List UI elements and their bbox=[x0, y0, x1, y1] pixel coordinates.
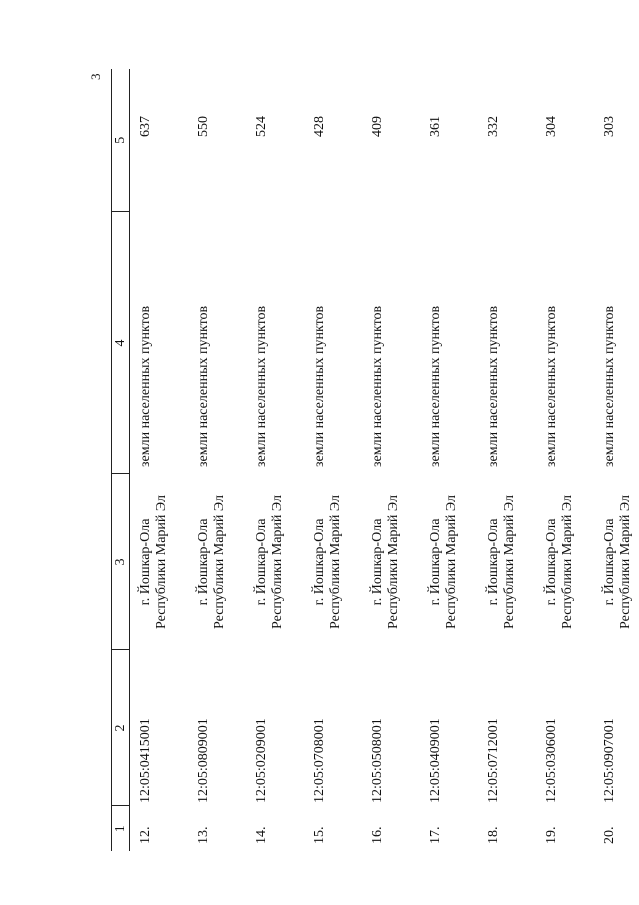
location-region: Республики Марий Эл bbox=[154, 495, 169, 629]
row-number: 12. bbox=[138, 826, 153, 844]
area-value: 303 bbox=[602, 116, 617, 137]
location-city: г. Йошкар-Ола bbox=[254, 518, 269, 606]
location-city: г. Йошкар-Ола bbox=[602, 518, 617, 606]
column-header-1: 1 bbox=[112, 806, 130, 851]
page-number: 3 bbox=[88, 73, 103, 80]
area-value: 304 bbox=[544, 116, 559, 137]
location-region: Республики Марий Эл bbox=[212, 495, 227, 629]
cadastral-number: 12:05:0809001 bbox=[196, 718, 211, 803]
header-row bbox=[112, 69, 130, 851]
row-number: 16. bbox=[370, 826, 385, 844]
location-cell bbox=[246, 474, 304, 650]
land-category: земли населенных пунктов bbox=[370, 305, 385, 467]
table-row bbox=[536, 69, 594, 851]
location-region: Республики Марий Эл bbox=[270, 495, 285, 629]
location-region: Республики Марий Эл bbox=[386, 495, 401, 629]
column-header-5: 5 bbox=[112, 69, 130, 212]
location-city: г. Йошкар-Ола bbox=[428, 518, 443, 606]
row-number: 13. bbox=[196, 826, 211, 844]
land-category: земли населенных пунктов bbox=[254, 305, 269, 467]
area-value: 428 bbox=[312, 116, 327, 137]
table-row bbox=[130, 69, 189, 851]
table-row bbox=[420, 69, 478, 851]
row-number: 18. bbox=[486, 826, 501, 844]
cadastral-number: 12:05:0415001 bbox=[138, 718, 153, 803]
row-number: 19. bbox=[544, 826, 559, 844]
area-value: 409 bbox=[370, 116, 385, 137]
location-cell bbox=[362, 474, 420, 650]
land-category: земли населенных пунктов bbox=[602, 305, 617, 467]
location-cell bbox=[478, 474, 536, 650]
location-cell bbox=[420, 474, 478, 650]
row-number: 17. bbox=[428, 826, 443, 844]
land-category: земли населенных пунктов bbox=[138, 305, 153, 467]
table-row bbox=[362, 69, 420, 851]
row-number: 14. bbox=[254, 826, 269, 844]
table-row bbox=[478, 69, 536, 851]
location-city: г. Йошкар-Ола bbox=[196, 518, 211, 606]
table-row bbox=[304, 69, 362, 851]
column-header-3: 3 bbox=[112, 474, 130, 650]
location-city: г. Йошкар-Ола bbox=[138, 518, 153, 606]
area-value: 524 bbox=[254, 116, 269, 137]
land-plots-table bbox=[111, 69, 639, 851]
land-category: земли населенных пунктов bbox=[428, 305, 443, 467]
table-header bbox=[112, 69, 130, 851]
location-cell bbox=[304, 474, 362, 650]
land-category: земли населенных пунктов bbox=[196, 305, 211, 467]
location-cell bbox=[594, 474, 639, 650]
location-region: Республики Марий Эл bbox=[618, 495, 633, 629]
table-row bbox=[594, 69, 639, 851]
location-region: Республики Марий Эл bbox=[502, 495, 517, 629]
table-row bbox=[188, 69, 246, 851]
cadastral-number: 12:05:0409001 bbox=[428, 718, 443, 803]
cadastral-number: 12:05:0508001 bbox=[370, 718, 385, 803]
table-body bbox=[130, 69, 639, 851]
cadastral-number: 12:05:0712001 bbox=[486, 718, 501, 803]
land-category: земли населенных пунктов bbox=[544, 305, 559, 467]
location-region: Республики Марий Эл bbox=[328, 495, 343, 629]
land-category: земли населенных пунктов bbox=[312, 305, 327, 467]
row-number: 15. bbox=[312, 826, 327, 844]
location-city: г. Йошкар-Ола bbox=[370, 518, 385, 606]
column-header-4: 4 bbox=[112, 212, 130, 474]
location-cell bbox=[130, 474, 189, 650]
rotated-table-sheet bbox=[111, 69, 633, 851]
location-city: г. Йошкар-Ола bbox=[486, 518, 501, 606]
area-value: 361 bbox=[428, 116, 443, 137]
cadastral-number: 12:05:0907001 bbox=[602, 718, 617, 803]
area-value: 332 bbox=[486, 116, 501, 137]
row-number: 20. bbox=[602, 826, 617, 844]
location-city: г. Йошкар-Ола bbox=[312, 518, 327, 606]
location-region: Республики Марий Эл bbox=[444, 495, 459, 629]
area-value: 637 bbox=[138, 116, 153, 137]
location-region: Республики Марий Эл bbox=[560, 495, 575, 629]
location-cell bbox=[188, 474, 246, 650]
cadastral-number: 12:05:0708001 bbox=[312, 718, 327, 803]
land-category: земли населенных пунктов bbox=[486, 305, 501, 467]
area-value: 550 bbox=[196, 116, 211, 137]
table-row bbox=[246, 69, 304, 851]
location-cell bbox=[536, 474, 594, 650]
column-header-2: 2 bbox=[112, 650, 130, 806]
cadastral-number: 12:05:0209001 bbox=[254, 718, 269, 803]
cadastral-number: 12:05:0306001 bbox=[544, 718, 559, 803]
location-city: г. Йошкар-Ола bbox=[544, 518, 559, 606]
